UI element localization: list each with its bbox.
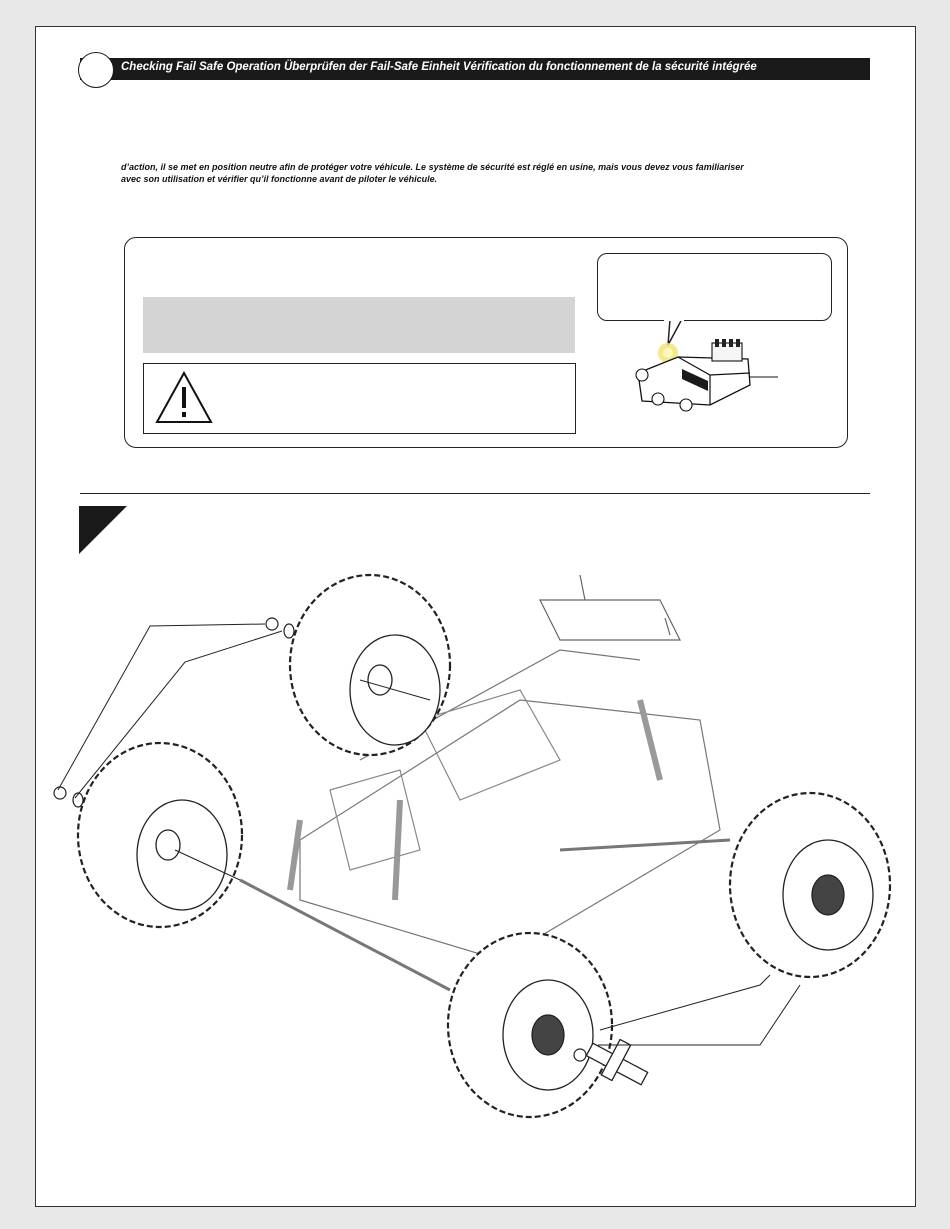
section-title: Checking Fail Safe Operation Überprüfen der Fail-Safe Einheit Vérification du fonctionnement de la sécurité intégrée: [121, 61, 757, 73]
wheel-removal-diagram: [45, 560, 905, 1180]
step-corner-icon: [79, 506, 127, 554]
intro-line-1: d’action, il se met en position neutre afin de protéger votre véhicule. Le système de sécurité est réglé en usine, mais vous devez vous familiariser: [121, 162, 744, 172]
section-divider: [80, 493, 870, 494]
receiver-callout-bubble: [597, 253, 832, 321]
intro-text: [121, 161, 861, 185]
warning-triangle-icon: [154, 370, 214, 426]
info-highlight-band: [143, 297, 575, 353]
warning-box: [143, 363, 576, 434]
intro-line-2: avec son utilisation et vérifier qu’il fonctionne avant de piloter le véhicule.: [121, 174, 438, 184]
step-number-circle: [78, 52, 114, 88]
receiver-illustration: [620, 315, 800, 425]
